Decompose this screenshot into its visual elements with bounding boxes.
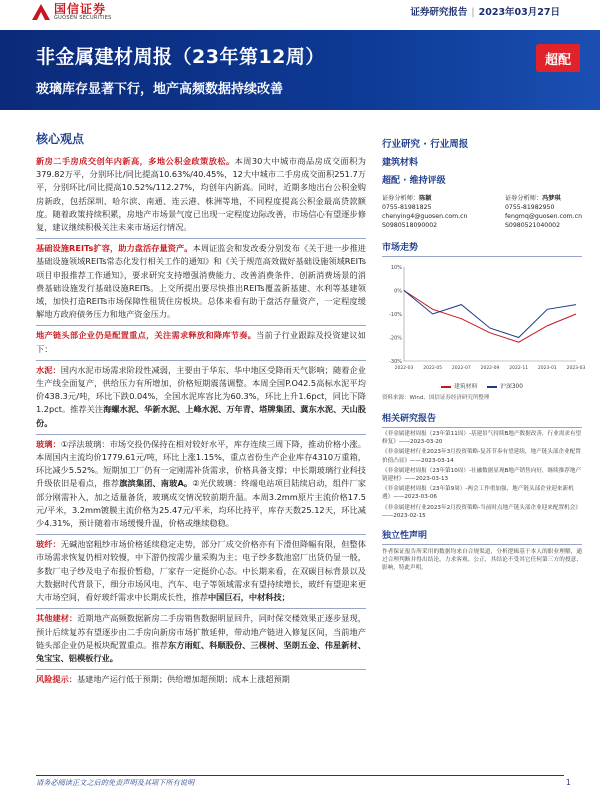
related-reports-title: 相关研究报告: [382, 411, 582, 428]
report-subtitle: 玻璃库存显著下行，地产高频数据持续改善: [36, 82, 284, 97]
x-tick-label: 2023-01: [537, 366, 557, 371]
divider: [36, 238, 366, 239]
legend-label-1: 建筑材料: [454, 384, 478, 390]
paragraph-risk: [36, 673, 366, 686]
divider: [36, 608, 366, 609]
independence-title: 独立性声明: [382, 528, 582, 545]
legend-item-2: [487, 381, 523, 390]
report-date: 2023年03月27日: [478, 7, 560, 18]
logo-cn: 国信证券: [54, 2, 107, 16]
report-title: 非金属建材周报（23年第12周）: [36, 46, 325, 68]
y-tick-label: 10%: [390, 265, 402, 271]
cement-label: 水泥：: [36, 364, 61, 375]
glass-text: ①浮法玻璃：市场交投仍保持在相对较好水平，库存连续三周下降，推动价格小涨。本周国内主流均价1779.61元/吨，环比上涨1.15%，重点省份生产企业库存4310万重箱，环比减少5.52%。短期加工厂仍有一定刚需补货需求，价格具备支撑；中长期玻璃行业科技升级依旧是看点，推荐: [36, 438, 366, 489]
glass-picks: 旗滨集团、南玻A。: [119, 478, 193, 489]
reits-text: 本周证监会和发改委分别发布《关于进一步推进基础设施领域REITs常态化发行相关工作的通知》和《关于规范高效做好基础设施领域REITs项目申报推荐工作通知》，要求研究支持增强消费能力、改善消费条件、创新消费场景的消费基础设施发行基础设施REITs。上交所提出要尽快推出REITs覆盖新基建、水利等基建领域，加快打造REITs市场保障性租赁住房板块。总体来看有助于盘活存量资产，一定程度缓解地方政府债务压力和地产资金压力。: [36, 243, 366, 320]
core-view-section: [36, 130, 366, 686]
analyst-1-name: 陈颖: [419, 195, 432, 202]
other-picks: 东方雨虹、科顺股份、三棵树、坚朗五金、伟星新材、兔宝宝、铝模板行业。: [36, 639, 366, 663]
housing-highlight: 新房二手房成交创年内新高，多地公积金政策放松。: [36, 156, 235, 166]
x-tick-label: 2022-09: [480, 366, 500, 371]
logo-en: GUOSEN SECURITIES: [54, 15, 112, 21]
analyst-block: [382, 194, 582, 230]
y-tick-label: -10%: [389, 312, 402, 318]
analyst-2-phone: 0755-81982950: [504, 204, 555, 211]
chart-source: 资料来源：Wind、国信证券经济研究所整理: [382, 395, 490, 401]
fiber-text: 无碱池窑粗纱市场价格延续稳定走势，部分厂成交价格亦有下滑但降幅有限，但整体市场需求恢复仍相对较慢，中下游仍按需少量采购为主；电子纱多数池窑厂出货仍显一般，多数厂电子纱及电子布报价暂稳，厂家存一定挺价心态。中长期来看，在双碳目标背景以及大数据时代背景下，细分市场风电、汽车、电子等领域需求有望持续增长，玻纤有望迎来更大市场空间，看好玻纤需求中长期成长性，推荐: [36, 539, 366, 603]
glass-text-2: ②光伏玻璃：终端电站项目陆续启动，组件厂家部分刚需补入，加之适量备货，玻璃成交情况较前期升温。本周3.2mm原片主流价格17.5元/平米，3.2mm镀膜主流价格为25.47元/平米，均环比持平，库存天数25.12天，环比减少4.31%，预计随着市场缓慢升温，价格或继续稳稳。: [36, 478, 366, 529]
series-line-2: [404, 291, 576, 338]
chain-text: 当前子行业跟踪及投资建议如下：: [36, 330, 366, 354]
chart-legend: [382, 381, 582, 390]
analyst-1: [382, 194, 467, 230]
fiber-label: 玻纤：: [36, 539, 61, 550]
related-report[interactable]: 《非金属建材周报（23年第9周）-两会工作重加强，地产链头部企业迎来新机遇》——2023-03-06: [382, 486, 574, 501]
market-chart-title: 市场走势: [382, 240, 582, 257]
analyst-1-cert: S0980518090002: [382, 222, 438, 229]
rating-line: 超配 · 维持评级: [382, 176, 446, 186]
report-type: 证券研究报告: [410, 7, 468, 18]
divider: [36, 669, 366, 670]
paragraph-cement: [36, 364, 366, 430]
divider: [36, 534, 366, 535]
footer-line: [36, 775, 564, 776]
rating-badge: 超配: [536, 44, 580, 72]
market-chart-svg: [382, 261, 586, 379]
research-type: 行业研究 · 行业周报: [382, 139, 469, 150]
related-report[interactable]: 《非金属建材行业2023年3月投资策略-复苏节奏有望延续，地产链头部企业配置价值凸显》——2023-03-14: [382, 449, 581, 464]
y-tick-label: 0%: [394, 288, 402, 295]
legend-label-2: 沪深300: [500, 384, 523, 390]
cement-picks: 海螺水泥、华新水泥、上峰水泥、万年青、塔牌集团、冀东水泥、天山股份。: [36, 404, 366, 428]
analyst-1-role: 证券分析师：: [382, 195, 420, 202]
related-report[interactable]: 《非金属建材行业2023年2月投资策略-当前时点地产链头部企业迎来配置机会》——2023-02-15: [382, 504, 581, 519]
analyst-1-email[interactable]: chenying4@guosen.com.cn: [382, 213, 468, 220]
other-text: 近期地产高频数据新房二手房销售数据明显回升，同时保交楼效果正逐步显现，预计后续复苏有望逐步由二手房向新房市场扩散延伸，带动地产链进入修复区间，当前地产链头部企业仍是板块配置重点。推荐: [36, 613, 366, 650]
report-meta: 证券研究报告 | 2023年03月27日: [410, 7, 560, 18]
x-tick-label: 2022-03: [394, 366, 414, 371]
x-tick-label: 2022-07: [451, 366, 471, 371]
divider: [36, 325, 366, 326]
independence-text: 作者保证报告所采用的数据均来自合规渠道，分析逻辑基于本人的职业理解，通过合理判断并得出结论，力求客观、公正，其结论不受其它任何第三方的授意、影响，特此声明。: [382, 549, 582, 572]
analyst-2-role: 证券分析师：: [504, 195, 543, 202]
y-tick-label: -30%: [389, 359, 402, 365]
related-report[interactable]: 《非金属建材周报（23年第11周）-基建景气持续B地产数据改善，行业需求有望修复》——2023-03-20: [382, 431, 582, 446]
related-report[interactable]: 《非金属建材周报（23年第10周）-社融数据显现B地产销售向好，继续推荐地产链建材》——2023-03-13: [382, 467, 582, 483]
top-bar: [0, 0, 600, 22]
guosen-logo: [32, 2, 124, 22]
industry-name: 建筑材料: [382, 158, 419, 168]
market-chart: [382, 261, 586, 379]
analyst-1-phone: 0755-81981825: [382, 204, 432, 211]
logo-mark-icon: [32, 4, 50, 20]
risk-text: 基建地产运行低于预期；供给增加超预期；成本上涨超预期: [76, 674, 290, 685]
analyst-2: [505, 194, 582, 230]
analyst-2-cert: S0980521040002: [504, 222, 561, 229]
page-number: 1: [566, 778, 571, 787]
paragraph-reits: [36, 242, 366, 321]
footer-disclaimer: 请务必阅读正文之后的免责声明及其项下所有说明: [36, 778, 195, 787]
divider: [36, 360, 366, 361]
glass-label: 玻璃：: [36, 438, 61, 449]
related-reports-list: [382, 430, 582, 520]
housing-text: 本周30大中城市商品房成交面积为379.82万平，分别环比/同比提高10.63%/40.45%，12大中城市二手房成交面积251.7万平，分别环比/同比提高10.52%/112.27%，均创年内新高。同时，近期多地出台公积金购房新政，包括深圳、哈尔滨、南通、连云港、株洲等地，不同程度提高公积金最高贷款额度。随着政策持续积累，房地产市场景气度已出现一定程度边际改善，市场信心有望逐步修复，建议继续积极关注未来市场运行情况。: [36, 156, 366, 233]
y-tick-label: -20%: [389, 335, 402, 342]
paragraph-chain: [36, 329, 366, 355]
x-tick-label: 2023-03: [566, 366, 586, 371]
legend-item-1: [441, 381, 477, 390]
chain-highlight: 地产链头部企业仍是配置重点，关注需求释放和降库节奏。: [36, 330, 257, 341]
paragraph-other: [36, 612, 366, 665]
paragraph-housing: [36, 155, 366, 234]
paragraph-glass: [36, 438, 366, 530]
analyst-2-name: 冯梦琪: [542, 195, 561, 202]
other-label: 其他建材：: [36, 613, 78, 624]
divider: [36, 434, 366, 435]
fiber-picks: 中国巨石，中材科技；: [207, 592, 290, 603]
sidebar: [382, 136, 586, 573]
risk-label: 风险提示：: [36, 674, 77, 685]
series-line-1: [404, 291, 576, 343]
x-tick-label: 2022-11: [509, 366, 529, 371]
core-view-heading: 核心观点: [36, 132, 85, 146]
analyst-2-email[interactable]: fengmq@guosen.com.cn: [504, 213, 582, 220]
cement-text: 国内水泥市场需求阶段性减弱，主要由于华东、华中地区受降雨天气影响；随着企业生产线全面复产，供给压力有所增加，价格短期震荡调整。本周全国P.O42.5高标水泥平均价438.3元/吨，环比下跌0.04%，全国水泥库容比为60.3%，环比上升1.6pct，同比下降1.2pct。推荐关注: [36, 364, 366, 415]
reits-highlight: 基础设施REITs扩容，助力盘活存量资产。: [36, 243, 193, 254]
paragraph-fiber: [36, 538, 366, 604]
x-tick-label: 2022-05: [423, 366, 443, 371]
